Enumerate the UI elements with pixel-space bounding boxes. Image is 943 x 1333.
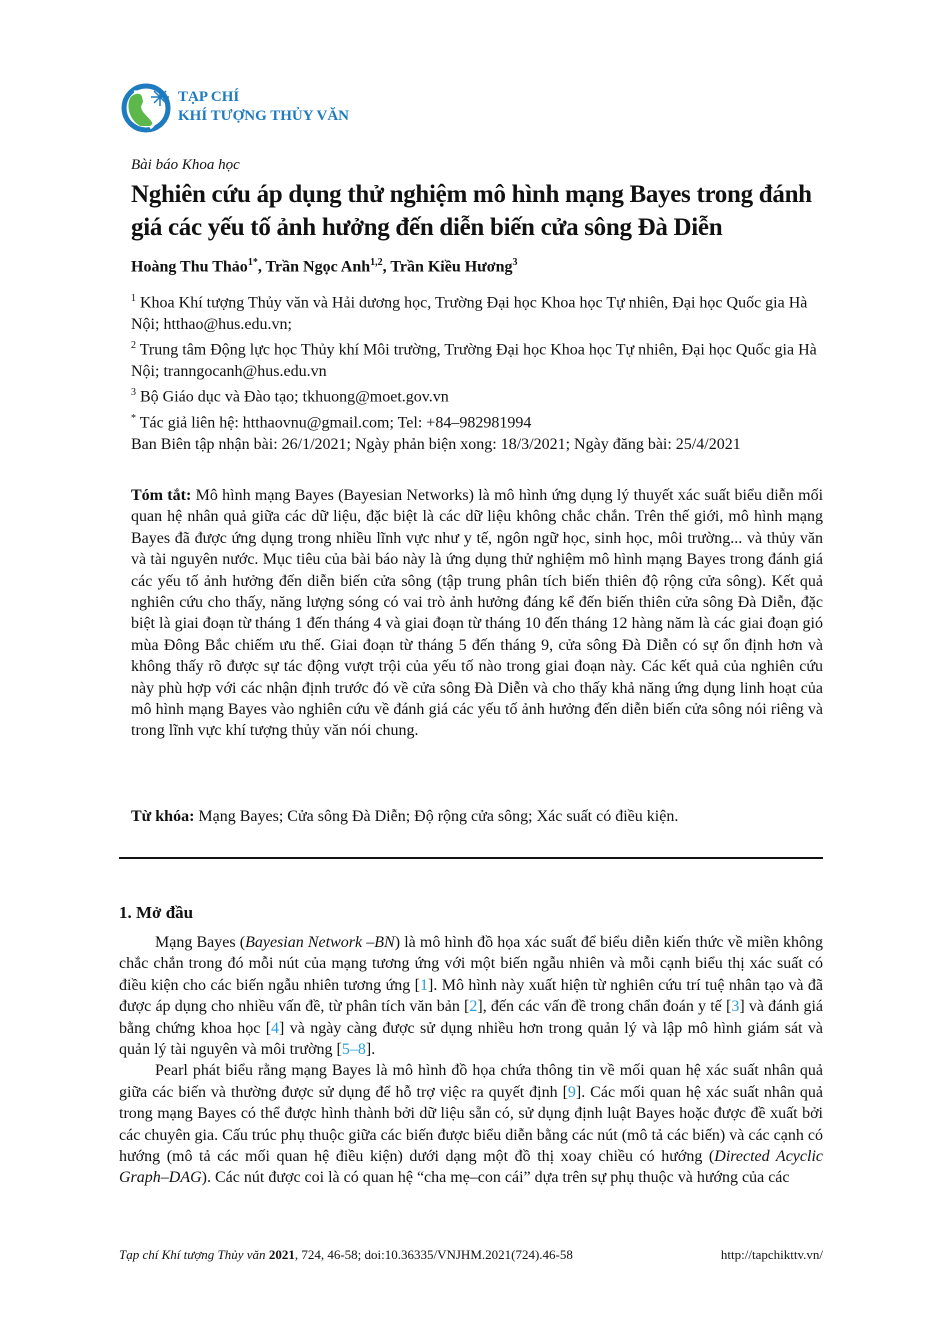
- globe-logo-icon: [120, 80, 176, 134]
- paper-title: Nghiên cứu áp dụng thử nghiệm mô hình mạng Bayes trong đánh giá các yếu tố ảnh hưởng đến diễn biến cửa sông Đà Diễn: [131, 181, 812, 241]
- logo-line1: TẠP CHÍ: [178, 89, 240, 105]
- footer-citation: Tạp chí Khí tượng Thủy văn 2021, 724, 46-58; doi:10.36335/VNJHM.2021(724).46-58: [119, 1247, 573, 1262]
- citation-link[interactable]: 5–8: [341, 1041, 366, 1059]
- author-list: Hoàng Thu Thảo$^{1*}$, Trần Ngọc Anh$^{1,2}$, Trần Kiều Hương$^3$: [131, 257, 518, 276]
- article-dates: Ban Biên tập nhận bài: 26/1/2021; Ngày phản biện xong: 18/3/2021; Ngày đăng bài: 25/4/2021: [131, 435, 741, 453]
- citation-link[interactable]: 2: [469, 998, 478, 1016]
- section-divider: [119, 857, 823, 859]
- author-name: Trần Kiều Hương: [390, 258, 513, 276]
- paragraph: Pearl phát biểu rằng mạng Bayes là mô hình đồ họa chứa thông tin về mối quan hệ xác suất nhân quả giữa các biến và thường được sử dụng để hỗ trợ việc ra quyết định [9]. Các mối quan hệ xác suất nhân quả trong mạng Bayes có thể được hình thành bởi dữ liệu sẵn có, sử dụng định luật Bayes hoặc được đề xuất bởi các chuyên gia. Cấu trúc phụ thuộc giữa các biến được biểu diễn bằng các nút (mô tả các biến) và các cạnh có hướng (mô tả các mối quan hệ điều kiện) dưới dạng một đồ thị xoay chiều có hướng (Directed Acyclic Graph–DAG). Các nút được coi là có quan hệ “cha mẹ–con cái” dựa trên sự phụ thuộc và hướng của các: [119, 1062, 823, 1187]
- paragraph: Mạng Bayes (Bayesian Network –BN) là mô hình đồ họa xác suất để biểu diễn kiến thức về miền không chắc chắn trong đó mỗi nút của mạng tương ứng với một biến ngẫu nhiên và mỗi cạnh biểu thị xác suất có điều kiện cho các biến ngẫu nhiên tương ứng [1]. Mô hình này xuất hiện từ nghiên cứu trí tuệ nhân tạo và đã được áp dụng cho nhiều vấn đề, từ phân tích văn bản [2], đến các vấn đề trong chẩn đoán y tế [3] và đánh giá bằng chứng khoa học [4] và ngày càng được sử dụng nhiều hơn trong quản lý và lập mô hình giám sát và quản lý tài nguyên và môi trường [5–8].: [119, 934, 824, 1059]
- keywords: [131, 808, 823, 826]
- affiliation-item: $^3$ Bộ Giáo dục và Đào tạo; tkhuong@moet.gov.vn: [131, 387, 449, 406]
- citation-link[interactable]: 9: [567, 1083, 576, 1101]
- affiliation-item: $^1$ Khoa Khí tượng Thủy văn và Hải dương học, Trường Đại học Khoa học Tự nhiên, Đại học Quốc gia Hà Nội; htthao@hus.edu.vn;: [131, 293, 808, 333]
- affiliation-item: $^2$ Trung tâm Động lực học Thủy khí Môi trường, Trường Đại học Khoa học Tự nhiên, Đại học Quốc gia Hà Nội; tranngocanh@hus.edu.vn: [131, 340, 817, 380]
- citation-link[interactable]: 4: [271, 1019, 280, 1037]
- abstract-label: Tóm tắt:: [131, 487, 192, 504]
- abstract-text: Mô hình mạng Bayes (Bayesian Networks) là mô hình ứng dụng lý thuyết xác suất biểu diễn mối quan hệ nhân quả giữa các dữ liệu, đặc biệt là các dữ liệu không chắc chắn. Trên thế giới, mô hình mạng Bayes đã được ứng dụng trong nhiều lĩnh vực như y tế, ngôn ngữ học, sinh học, môi trường... và thủy văn và tài nguyên nước. Mục tiêu của bài báo này là ứng dụng thử nghiệm mô hình mạng Bayes trong đánh giá các yếu tố ảnh hưởng đến diễn biến cửa sông (tập trung phân tích biến thiên độ rộng cửa sông). Kết quả nghiên cứu cho thấy, năng lượng sóng có vai trò ảnh hưởng đáng kể đến biến thiên cửa sông Đà Diễn, đặc biệt là giai đoạn từ tháng 1 đến tháng 4 và giai đoạn từ tháng 10 đến tháng 12 hàng năm là các giai đoạn gió mùa Đông Bắc chiếm ưu thế. Giai đoạn từ tháng 5 đến tháng 9, cửa sông Đà Diễn có sự ổn định hơn và không thấy rõ được sự tác động vượt trội của yếu tố nào trong giai đoạn này. Các kết quả của nghiên cứu này phù hợp với các nhận định trước đó về cửa sông Đà Diễn và cho thấy khả năng ứng dụng linh hoạt của mô hình mạng Bayes vào nghiên cứu về đánh giá các yếu tố ảnh hưởng đến diễn biến cửa sông nói riêng và trong lĩnh vực khí tượng thủy văn nói chung.: [131, 487, 824, 740]
- section-heading: 1. Mở đầu: [119, 903, 194, 922]
- keywords-label: Từ khóa:: [131, 808, 195, 825]
- author-sup: 3: [512, 257, 518, 268]
- footer-url[interactable]: http://tapchikttv.vn/: [720, 1247, 823, 1262]
- abstract: [131, 485, 823, 742]
- section-body: [119, 932, 823, 1189]
- author-sup: 1,2: [370, 257, 383, 268]
- journal-logo: [120, 80, 349, 134]
- article-type: Bài báo Khoa học: [131, 157, 240, 173]
- keywords-text: Mạng Bayes; Cửa sông Đà Diễn; Độ rộng cửa sông; Xác suất có điều kiện.: [198, 808, 679, 825]
- citation-link[interactable]: 3: [731, 998, 740, 1016]
- corresponding-author: * Tác giả liên hệ: htthaovnu@gmail.com; Tel: +84–982981994: [131, 413, 532, 432]
- logo-line2: KHÍ TƯỢNG THỦY VĂN: [178, 108, 349, 124]
- citation-link[interactable]: 1: [419, 976, 428, 994]
- author-sup: 1*: [247, 257, 258, 268]
- page-footer: [119, 1247, 823, 1263]
- author-name: Hoàng Thu Thảo: [131, 258, 248, 276]
- affiliations: [131, 288, 823, 455]
- author-name: Trần Ngọc Anh: [265, 258, 371, 276]
